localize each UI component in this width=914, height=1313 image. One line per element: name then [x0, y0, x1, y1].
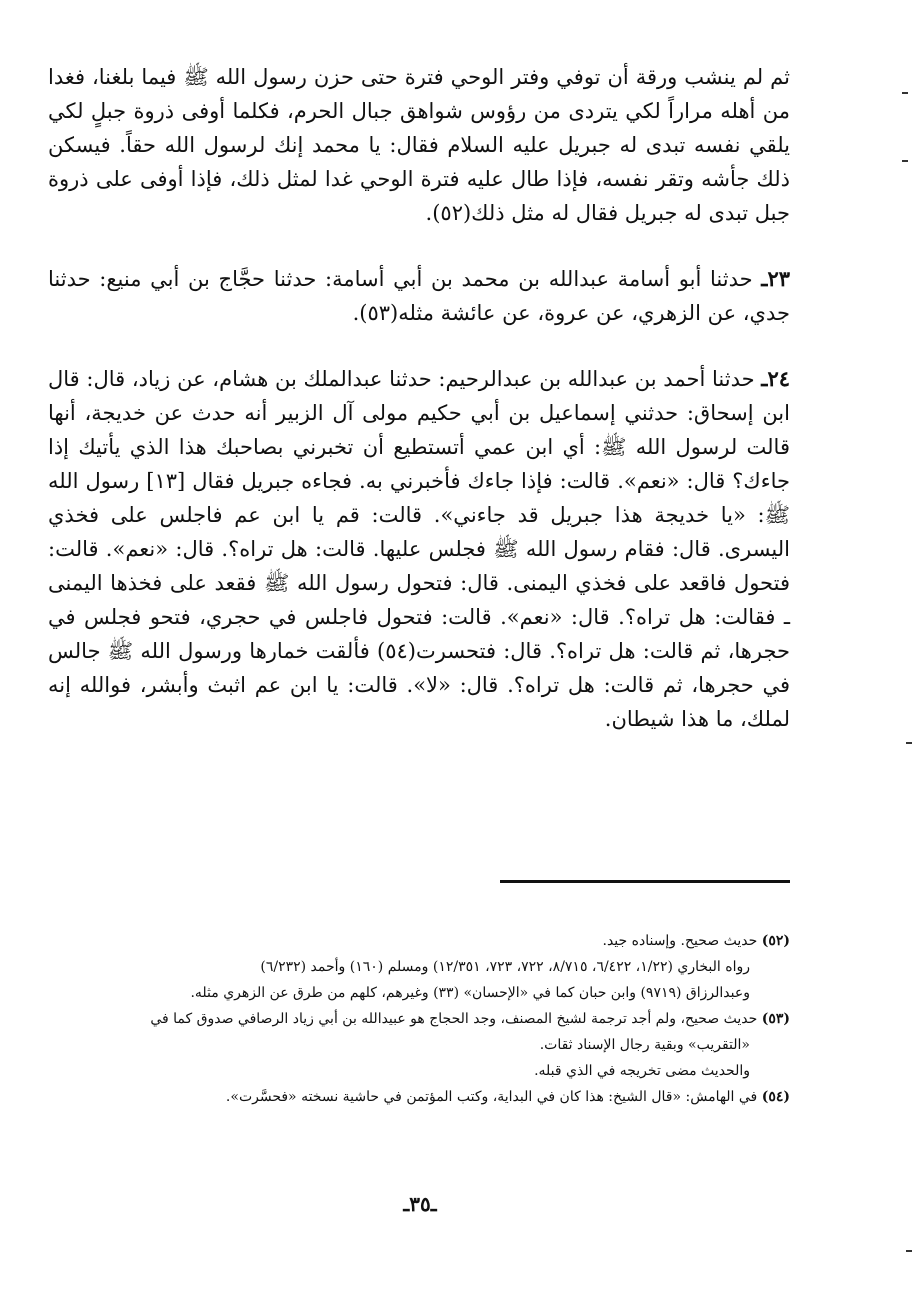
- footnote-53: [48, 1006, 790, 1084]
- footnote-number: (٥٢): [761, 933, 790, 949]
- margin-mark: [902, 92, 908, 94]
- footnotes: [48, 928, 790, 1110]
- footnote-text: حديث صحيح. وإسناده جيد.: [602, 933, 762, 949]
- hadith-text: حدثنا أحمد بن عبدالله بن عبدالرحيم: حدثنا عبدالملك بن هشام، عن زياد، قال: قال ابن إسحاق: حدثني إسماعيل بن أبي حكيم مولى آل الزبير أنه حدث عن خديجة، أنها قالت لرسول الله ﷺ: أي ابن عمي أتستطيع أن تخبرني بصاحبك هذا الذي يأتيك إذا جاءك؟ قال: «نعم». قالت: فإذا جاءك فأخبرني به. فجاءه جبريل فقال [١٣] رسول الله ﷺ: «يا خديجة هذا جبريل قد جاءني». قالت: قم يا ابن عم فاجلس على فخذي اليسرى. قال: فقام رسول الله ﷺ فجلس عليها. قالت: هل تراه؟. قال: «نعم». قالت: فتحول فاقعد على فخذي اليمنى. قال: فتحول رسول الله ﷺ فقعد على فخذها اليمنى ـ فقالت: هل تراه؟. قال: «نعم». قالت: فتحول فاجلس في حجري، فتحو فجلس في حجرها، ثم قالت: هل تراه؟. قال: فتحسرت(٥٤) فألقت خمارها ورسول الله ﷺ جالس في حجرها، ثم قالت: هل تراه؟. قال: «لا». قالت: يا ابن عم اثبث وأبشر، فوالله إنه لملك، ما هذا شيطان.: [48, 367, 790, 731]
- hadith-text: حدثنا أبو أسامة عبدالله بن محمد بن أبي أسامة: حدثنا حجَّاج بن أبي منيع: حدثنا جدي، عن الزهري، عن عروة، عن عائشة مثله(٥٣).: [48, 267, 790, 325]
- footnote-line: [48, 1084, 790, 1110]
- hadith-24: [48, 362, 790, 736]
- footnote-line: [48, 928, 790, 954]
- margin-mark: [906, 742, 912, 744]
- footnote-line: والحديث مضى تخريجه في الذي قبله.: [534, 1063, 750, 1079]
- footnote-54: [48, 1084, 790, 1110]
- footnote-line: رواه البخاري (١/٢٢، ٦/٤٢٢، ٨/٧١٥، ٧٢٢، ٧٢٣، ١٢/٣٥١) ومسلم (١٦٠) وأحمد (٦/٢٣٢): [260, 959, 750, 975]
- footnote-number: (٥٣): [761, 1011, 790, 1027]
- hadith-23: [48, 262, 790, 330]
- footnote-line: «التقريب» وبقية رجال الإسناد ثقات.: [539, 1037, 750, 1053]
- footnote-line: وعبدالرزاق (٩٧١٩) وابن حبان كما في «الإحسان» (٣٣) وغيرهم، كلهم من طرق عن الزهري مثله.: [190, 985, 750, 1001]
- margin-mark: [906, 1250, 912, 1252]
- margin-mark: [902, 160, 908, 162]
- footnote-52: [48, 928, 790, 1006]
- footnote-text: في الهامش: «قال الشيخ: هذا كان في البداية، وكتب المؤتمن في حاشية نسخته «فحسَّرت».: [225, 1089, 762, 1105]
- hadith-number: ٢٤ـ: [761, 366, 790, 391]
- main-text: [48, 60, 790, 736]
- footnote-number: (٥٤): [761, 1089, 790, 1105]
- footnote-text: حديث صحيح، ولم أجد ترجمة لشيخ المصنف، وجد الحجاج هو عبيدالله بن أبي زياد الرصافي صدوق كما في: [150, 1011, 762, 1027]
- footnote-separator: [500, 880, 790, 883]
- page-number: ـ٣٥ـ: [403, 1192, 437, 1216]
- hadith-number: ٢٣ـ: [761, 266, 790, 291]
- paragraph-narration: ثم لم ينشب ورقة أن توفي وفتر الوحي فترة حتى حزن رسول الله ﷺ فيما بلغنا، فغدا من أهله مراراً لكي يتردى من رؤوس شواهق جبال الحرم، فكلما أوفى ذروة جبلٍ لكي يلقي نفسه تبدى له جبريل عليه السلام فقال: يا محمد إنك لرسول الله حقاً. فيسكن ذلك جأشه وتقر نفسه، فإذا طال عليه فترة الوحي غدا لمثل ذلك، فإذا أوفى على ذروة جبل تبدى له جبريل فقال له مثل ذلك(٥٢).: [48, 65, 790, 225]
- footnote-line: [48, 1006, 790, 1032]
